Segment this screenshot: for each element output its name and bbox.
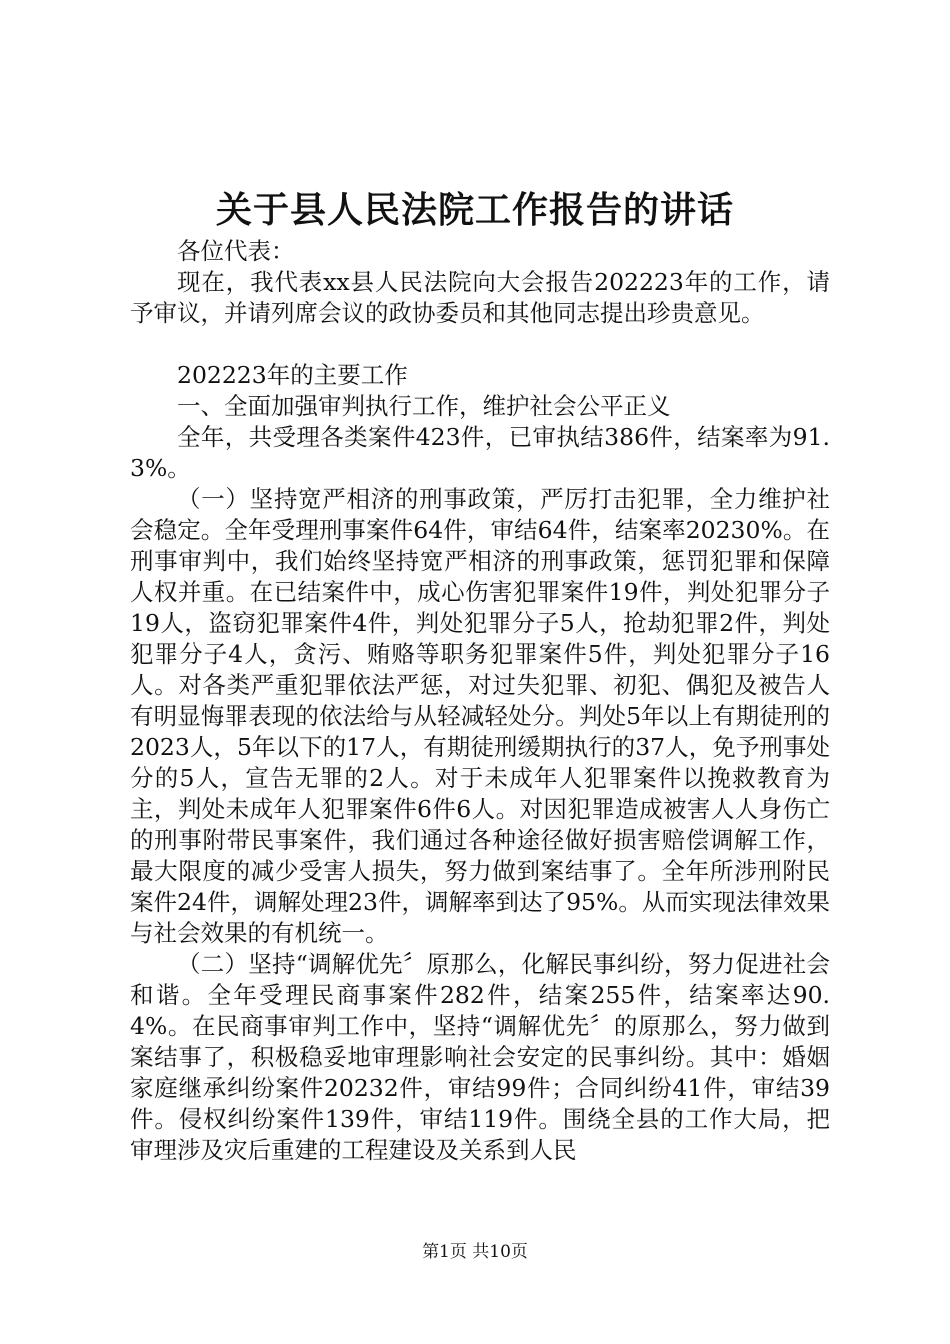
document-body [130, 236, 830, 1166]
page-number-footer: 第1页 共10页 [422, 1242, 528, 1262]
criminal-cases-paragraph: （一）坚持宽严相济的刑事政策，严厉打击犯罪，全力维护社会稳定。全年受理刑事案件64件，审结64件，结案率20230%。在刑事审判中，我们始终坚持宽严相济的刑事政策，惩罚犯罪和保障人权并重。在已结案件中，成心伤害犯罪案件19件，判处犯罪分子19人，盗窃犯罪案件4件，判处犯罪分子5人，抢劫犯罪2件，判处犯罪分子4人，贪污、贿赂等职务犯罪案件5件，判处犯罪分子16人。对各类严重犯罪依法严惩，对过失犯罪、初犯、偶犯及被告人有明显悔罪表现的依法给与从轻减轻处分。判处5年以上有期徒刑的2023人，5年以下的17人，有期徒刑缓期执行的37人，免予刑事处分的5人，宣告无罪的2人。对于未成年人犯罪案件以挽救教育为主，判处未成年人犯罪案件6件6人。对因犯罪造成被害人人身伤亡的刑事附带民事案件，我们通过各种途径做好损害赔偿调解工作，最大限度的减少受害人损失，努力做到案结事了。全年所涉刑附民案件24件，调解处理23件，调解率到达了95%。从而实现法律效果与社会效果的有机统一。 [130, 485, 830, 947]
section-heading: 202223年的主要工作 [177, 361, 408, 389]
subsection-heading: 一、全面加强审判执行工作，维护社会公平正义 [177, 392, 671, 420]
salutation-paragraph: 各位代表： [177, 237, 295, 265]
document-title: 关于县人民法院工作报告的讲话 [215, 189, 734, 231]
summary-paragraph: 全年，共受理各类案件423件，已审执结386件，结案率为91.3%。 [130, 423, 830, 482]
opening-paragraph: 现在，我代表xx县人民法院向大会报告202223年的工作，请予审议，并请列席会议的政协委员和其他同志提出珍贵意见。 [130, 268, 830, 327]
civil-cases-paragraph: （二）坚持“调解优先〞原那么，化解民事纠纷，努力促进社会和谐。全年受理民商事案件282件，结案255件，结案率达90.4%。在民商事审判工作中，坚持“调解优先〞的原那么，努力做到案结事了，积极稳妥地审理影响社会安定的民事纠纷。其中：婚姻家庭继承纠纷案件20232件，审结99件；合同纠纷41件，审结39件。侵权纠纷案件139件，审结119件。围绕全县的工作大局，把审理涉及灾后重建的工程建设及关系到人民 [130, 950, 830, 1164]
